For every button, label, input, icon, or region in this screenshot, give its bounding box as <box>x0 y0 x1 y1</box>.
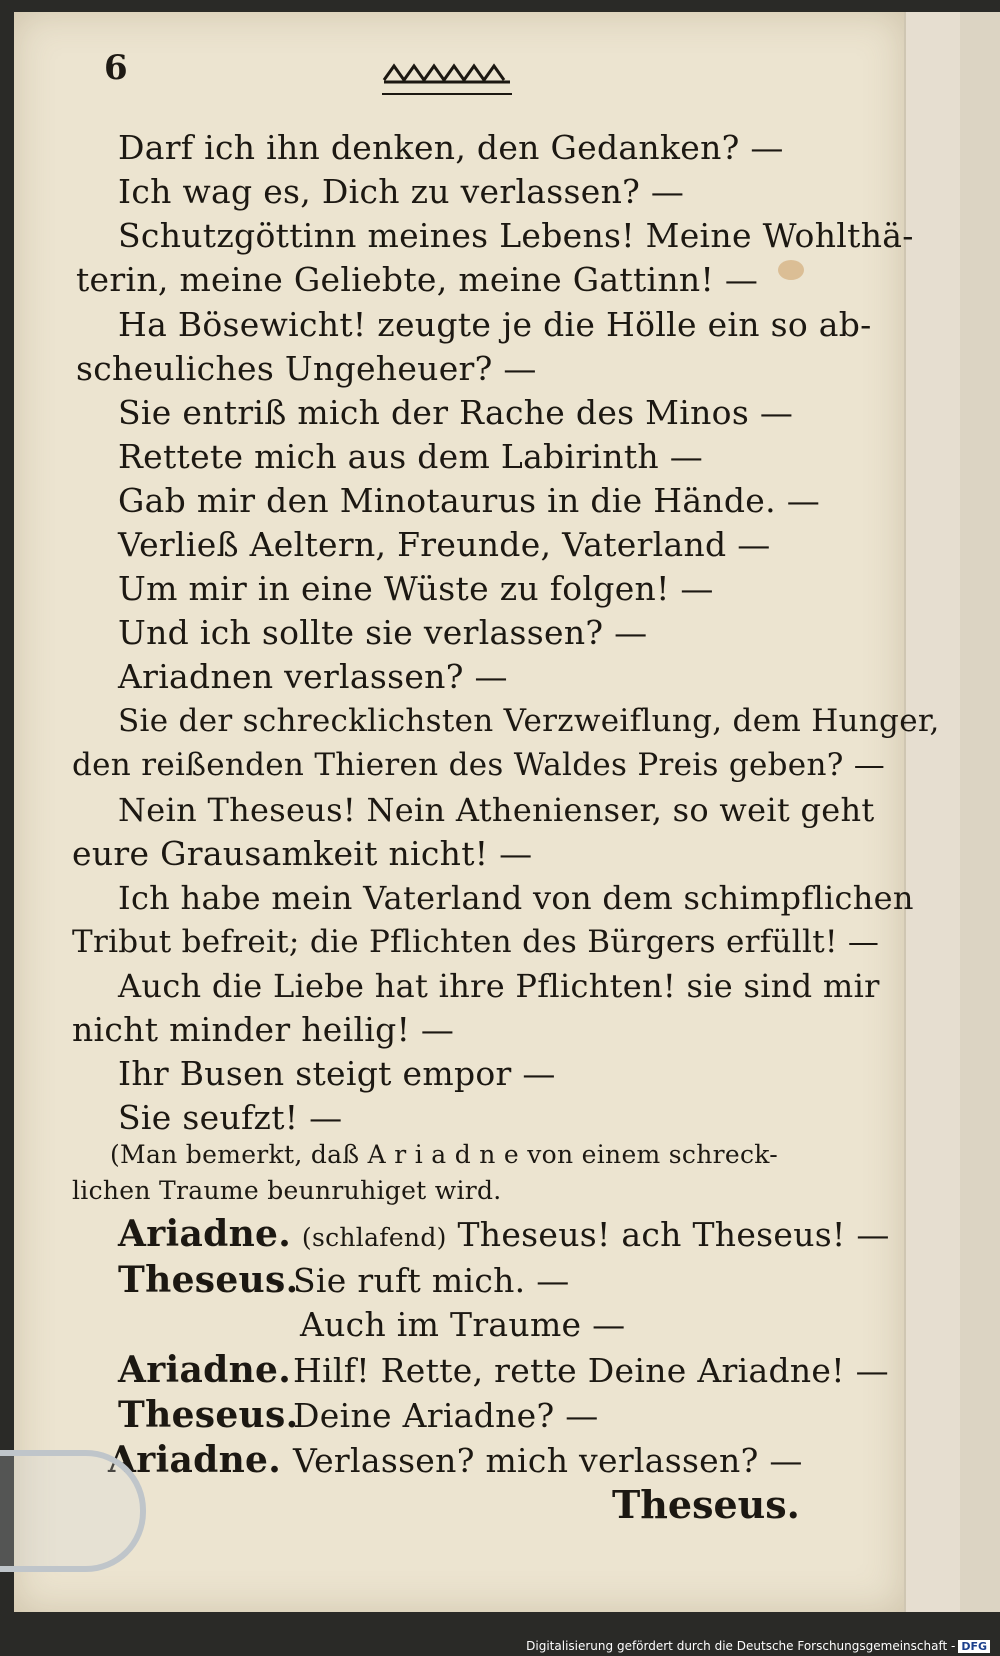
page-number: 6 <box>104 48 128 88</box>
catchword: Theseus. <box>612 1482 800 1527</box>
text-line: Und ich sollte sie verlassen? — <box>118 613 648 652</box>
text-line: eure Grausamkeit nicht! — <box>72 834 533 873</box>
paper-clip <box>0 1450 146 1572</box>
text-line: Tribut befreit; die Pflichten des Bürgers erfüllt! — <box>72 924 880 960</box>
dialogue-line <box>118 1350 889 1391</box>
text-line: scheuliches Ungeheuer? — <box>76 349 537 388</box>
text-line: Sie der schrecklichsten Verzweiflung, dem Hunger, <box>118 703 940 739</box>
text-line: den reißenden Thieren des Waldes Preis geben? — <box>72 747 886 783</box>
text-line: Ha Bösewicht! zeugte je die Hölle ein so ab- <box>118 305 872 344</box>
speaker-name: Ariadne. <box>118 1349 292 1391</box>
dialogue-line <box>300 1305 625 1345</box>
text-line: Auch die Liebe hat ihre Pflichten! sie sind mir <box>118 967 880 1005</box>
dfg-logo: DFG <box>958 1640 990 1653</box>
text-line: Sie entriß mich der Rache des Minos — <box>118 393 794 432</box>
text-line: nicht minder heilig! — <box>72 1010 455 1049</box>
stage-direction-line: lichen Traume beunruhiget wird. <box>72 1176 502 1205</box>
text-line: Um mir in eine Wüste zu folgen! — <box>118 569 714 608</box>
text-line: Ihr Busen steigt empor — <box>118 1054 556 1093</box>
footer-credit <box>526 1639 990 1653</box>
text-line: Ich wag es, Dich zu verlassen? — <box>118 172 685 211</box>
text-line: Ariadnen verlassen? — <box>118 657 508 696</box>
text-line: terin, meine Geliebte, meine Gattinn! — <box>76 260 759 299</box>
speaker-name: Theseus. <box>118 1394 299 1436</box>
dialogue-line <box>118 1214 890 1258</box>
text-line: Schutzgöttinn meines Lebens! Meine Wohlthä- <box>118 216 914 255</box>
text-line: Darf ich ihn denken, den Gedanken? — <box>118 128 784 167</box>
speaker-name: Theseus. <box>118 1259 299 1301</box>
text-line: Rettete mich aus dem Labirinth — <box>118 437 704 476</box>
dialogue-line <box>118 1260 570 1301</box>
speaker-name: Ariadne. <box>118 1213 292 1255</box>
speech-text: Deine Ariadne? — <box>293 1396 599 1435</box>
speech-text: Hilf! Rette, rette Deine Ariadne! — <box>293 1351 889 1390</box>
footer-text: Digitalisierung gefördert durch die Deutsche Forschungsgemeinschaft - <box>526 1639 956 1653</box>
speech-text: Verlassen? mich verlassen? — <box>293 1441 803 1480</box>
text-line: Gab mir den Minotaurus in die Hände. — <box>118 481 820 520</box>
text-line: Ich habe mein Vaterland von dem schimpflichen <box>118 879 914 917</box>
speech-text: Sie ruft mich. — <box>293 1261 570 1300</box>
stage-direction-line: (Man bemerkt, daß A r i a d n e von einem schreck- <box>110 1140 779 1169</box>
dialogue-line <box>108 1440 803 1481</box>
speech-text: Auch im Traume — <box>300 1305 626 1344</box>
stage-note: (schlafend) <box>301 1223 447 1252</box>
dialogue-line <box>118 1395 599 1436</box>
speech-text: Theseus! ach Theseus! — <box>457 1215 890 1254</box>
text-line: Sie seufzt! — <box>118 1098 343 1137</box>
text-line: Verließ Aeltern, Freunde, Vaterland — <box>118 525 771 564</box>
text-line: Nein Theseus! Nein Athenienser, so weit geht <box>118 791 875 829</box>
speaker-name: Ariadne. <box>108 1439 282 1481</box>
